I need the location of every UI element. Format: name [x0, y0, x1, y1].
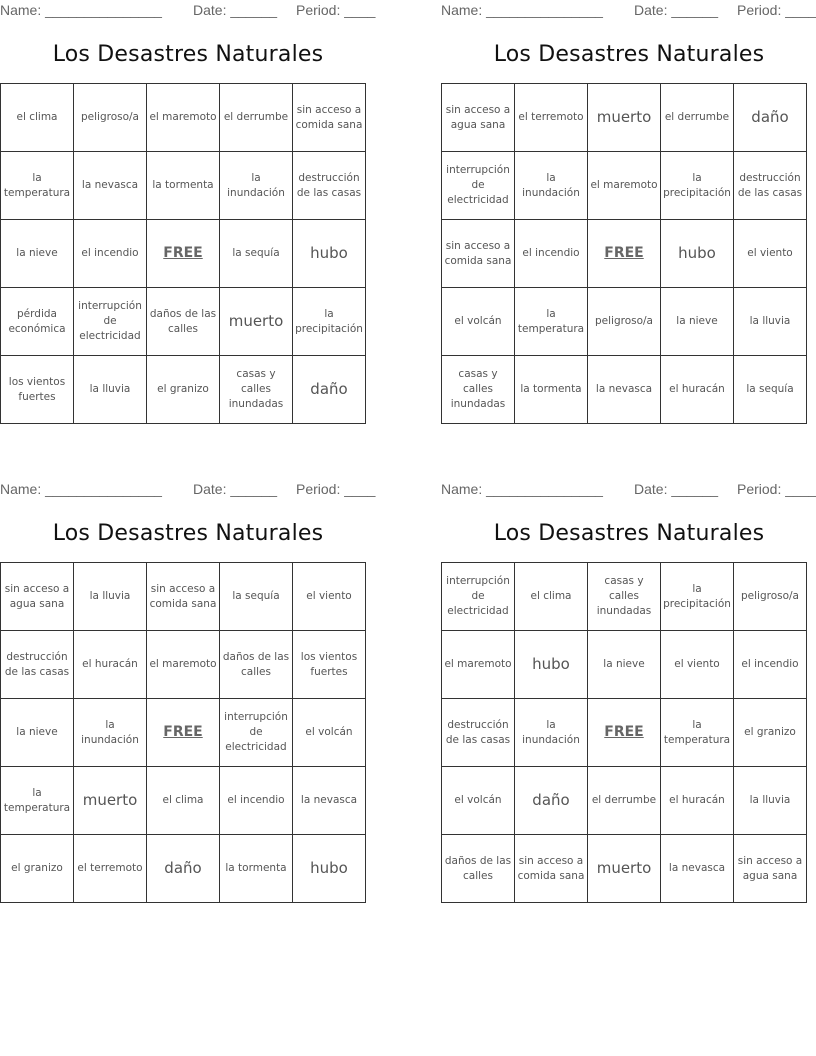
bingo-row: [1, 152, 366, 220]
date-field: Date: ______: [193, 481, 278, 497]
bingo-cell: sin acceso a agua sana: [442, 84, 515, 152]
period-field: Period: ____: [737, 481, 816, 497]
bingo-cell: el viento: [293, 563, 366, 631]
bingo-cell: la lluvia: [734, 767, 807, 835]
bingo-cell: daño: [734, 84, 807, 152]
bingo-cell: la temperatura: [661, 699, 734, 767]
bingo-cell: el maremoto: [588, 152, 661, 220]
bingo-cell: daño: [147, 835, 220, 903]
bingo-row: [1, 356, 366, 424]
bingo-cell: hubo: [661, 220, 734, 288]
bingo-cell: el incendio: [220, 767, 293, 835]
bingo-cell: el viento: [661, 631, 734, 699]
bingo-cell: la precipitación: [293, 288, 366, 356]
bingo-cell: interrupción de electricidad: [74, 288, 147, 356]
bingo-cell: muerto: [588, 835, 661, 903]
free-space: FREE: [147, 699, 220, 767]
bingo-row: [1, 563, 366, 631]
bingo-cell: la nevasca: [588, 356, 661, 424]
bingo-row: [442, 563, 807, 631]
bingo-row: [1, 220, 366, 288]
bingo-cell: la temperatura: [1, 152, 74, 220]
bingo-cell: los vientos fuertes: [293, 631, 366, 699]
bingo-cell: muerto: [74, 767, 147, 835]
bingo-cell: los vientos fuertes: [1, 356, 74, 424]
bingo-cell: la temperatura: [515, 288, 588, 356]
bingo-cell: el derrumbe: [661, 84, 734, 152]
card-header: [441, 2, 816, 20]
bingo-cell: el incendio: [734, 631, 807, 699]
bingo-row: [442, 835, 807, 903]
bingo-cell: el incendio: [74, 220, 147, 288]
bingo-cell: peligroso/a: [74, 84, 147, 152]
bingo-cell: el volcán: [442, 288, 515, 356]
bingo-cell: la nieve: [1, 220, 74, 288]
bingo-cell: el clima: [515, 563, 588, 631]
bingo-cell: la precipitación: [661, 152, 734, 220]
bingo-cell: el maremoto: [442, 631, 515, 699]
bingo-cell: la inundación: [220, 152, 293, 220]
bingo-cell: el huracán: [74, 631, 147, 699]
bingo-cell: daños de las calles: [220, 631, 293, 699]
bingo-cell: casas y calles inundadas: [442, 356, 515, 424]
bingo-cell: el terremoto: [515, 84, 588, 152]
card-title: Los Desastres Naturales: [52, 42, 324, 67]
bingo-cell: el granizo: [1, 835, 74, 903]
name-field: Name: _______________: [441, 2, 603, 18]
bingo-row: [1, 835, 366, 903]
bingo-cell: sin acceso a agua sana: [1, 563, 74, 631]
bingo-cell: el huracán: [661, 767, 734, 835]
bingo-cell: la nieve: [1, 699, 74, 767]
bingo-cell: interrupción de electricidad: [442, 563, 515, 631]
bingo-cell: muerto: [220, 288, 293, 356]
bingo-cell: el granizo: [734, 699, 807, 767]
bingo-card: [0, 0, 376, 440]
bingo-cell: la nevasca: [74, 152, 147, 220]
bingo-cell: sin acceso a comida sana: [442, 220, 515, 288]
bingo-cell: interrupción de electricidad: [220, 699, 293, 767]
bingo-row: [442, 631, 807, 699]
card-title: Los Desastres Naturales: [52, 521, 324, 546]
bingo-cell: el huracán: [661, 356, 734, 424]
name-field: Name: _______________: [441, 481, 603, 497]
bingo-row: [1, 631, 366, 699]
bingo-cell: la precipitación: [661, 563, 734, 631]
bingo-cell: sin acceso a comida sana: [147, 563, 220, 631]
bingo-card: [441, 0, 816, 440]
bingo-cell: sin acceso a comida sana: [515, 835, 588, 903]
bingo-cell: daños de las calles: [147, 288, 220, 356]
bingo-cell: el maremoto: [147, 84, 220, 152]
bingo-row: [442, 356, 807, 424]
bingo-cell: la sequía: [734, 356, 807, 424]
bingo-row: [442, 84, 807, 152]
bingo-cell: la nevasca: [661, 835, 734, 903]
bingo-cell: la lluvia: [74, 356, 147, 424]
bingo-row: [1, 699, 366, 767]
free-space: FREE: [147, 220, 220, 288]
bingo-cell: el volcán: [293, 699, 366, 767]
bingo-cell: sin acceso a comida sana: [293, 84, 366, 152]
bingo-cell: la sequía: [220, 563, 293, 631]
bingo-cell: el incendio: [515, 220, 588, 288]
bingo-cell: la inundación: [515, 699, 588, 767]
bingo-cell: casas y calles inundadas: [588, 563, 661, 631]
free-space: FREE: [588, 699, 661, 767]
bingo-cell: el derrumbe: [220, 84, 293, 152]
bingo-cell: el derrumbe: [588, 767, 661, 835]
bingo-cell: la inundación: [74, 699, 147, 767]
bingo-cell: hubo: [293, 835, 366, 903]
period-field: Period: ____: [296, 481, 376, 497]
bingo-grid: [0, 562, 366, 903]
bingo-cell: daño: [293, 356, 366, 424]
bingo-cell: el clima: [1, 84, 74, 152]
bingo-cell: el maremoto: [147, 631, 220, 699]
bingo-row: [442, 288, 807, 356]
bingo-cell: sin acceso a agua sana: [734, 835, 807, 903]
bingo-cell: el terremoto: [74, 835, 147, 903]
bingo-row: [442, 699, 807, 767]
bingo-cell: la nieve: [588, 631, 661, 699]
bingo-cell: la lluvia: [734, 288, 807, 356]
bingo-row: [442, 767, 807, 835]
bingo-cell: casas y calles inundadas: [220, 356, 293, 424]
free-space: FREE: [588, 220, 661, 288]
period-field: Period: ____: [296, 2, 376, 18]
bingo-row: [442, 152, 807, 220]
name-field: Name: _______________: [0, 481, 162, 497]
bingo-cell: el volcán: [442, 767, 515, 835]
bingo-grid: [441, 562, 807, 903]
bingo-cell: la temperatura: [1, 767, 74, 835]
date-field: Date: ______: [193, 2, 278, 18]
bingo-cell: daño: [515, 767, 588, 835]
date-field: Date: ______: [634, 2, 719, 18]
card-header: [0, 2, 376, 20]
bingo-grid: [0, 83, 366, 424]
bingo-cell: la lluvia: [74, 563, 147, 631]
bingo-row: [1, 767, 366, 835]
bingo-cell: destrucción de las casas: [734, 152, 807, 220]
bingo-cell: el granizo: [147, 356, 220, 424]
bingo-row: [1, 288, 366, 356]
bingo-cell: la sequía: [220, 220, 293, 288]
bingo-cell: muerto: [588, 84, 661, 152]
card-title: Los Desastres Naturales: [493, 42, 765, 67]
bingo-cell: pérdida económica: [1, 288, 74, 356]
bingo-cell: interrupción de electricidad: [442, 152, 515, 220]
bingo-cell: destrucción de las casas: [293, 152, 366, 220]
bingo-cell: la nieve: [661, 288, 734, 356]
bingo-grid: [441, 83, 807, 424]
card-header: [0, 481, 376, 499]
card-title: Los Desastres Naturales: [493, 521, 765, 546]
bingo-cell: el clima: [147, 767, 220, 835]
bingo-cell: la tormenta: [147, 152, 220, 220]
period-field: Period: ____: [737, 2, 816, 18]
bingo-cell: peligroso/a: [588, 288, 661, 356]
bingo-card: [441, 479, 816, 919]
bingo-card: [0, 479, 376, 919]
bingo-cell: hubo: [515, 631, 588, 699]
bingo-cell: la inundación: [515, 152, 588, 220]
bingo-row: [442, 220, 807, 288]
bingo-cell: peligroso/a: [734, 563, 807, 631]
name-field: Name: _______________: [0, 2, 162, 18]
bingo-cell: daños de las calles: [442, 835, 515, 903]
bingo-row: [1, 84, 366, 152]
card-header: [441, 481, 816, 499]
bingo-cell: la tormenta: [515, 356, 588, 424]
date-field: Date: ______: [634, 481, 719, 497]
bingo-cell: hubo: [293, 220, 366, 288]
bingo-cell: la nevasca: [293, 767, 366, 835]
bingo-cell: la tormenta: [220, 835, 293, 903]
bingo-cell: el viento: [734, 220, 807, 288]
bingo-cell: destrucción de las casas: [1, 631, 74, 699]
bingo-cell: destrucción de las casas: [442, 699, 515, 767]
